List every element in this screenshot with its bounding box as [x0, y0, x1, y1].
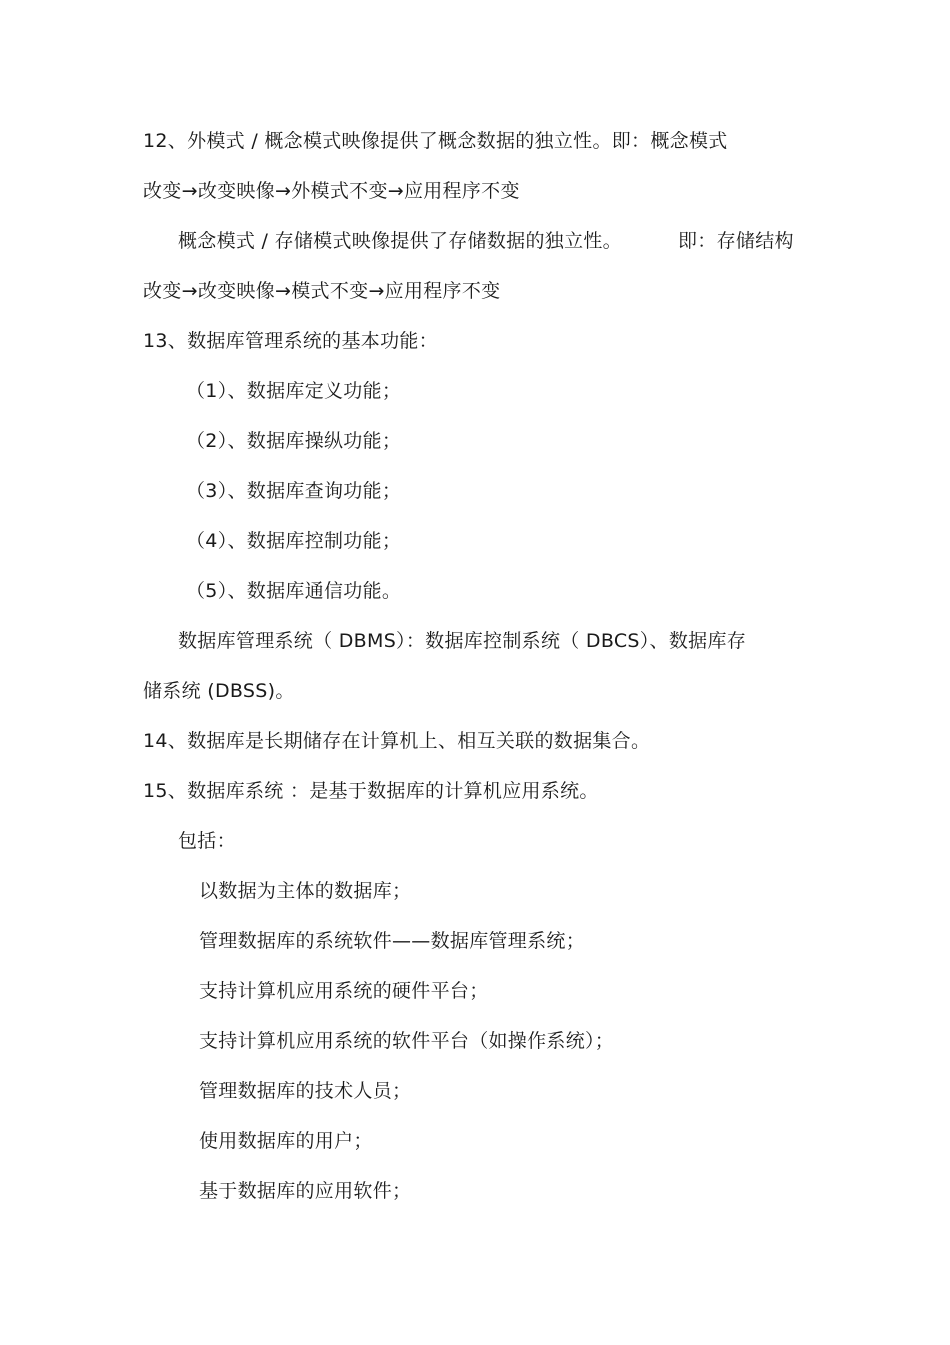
list-item: （3）、数据库查询功能； [186, 480, 402, 502]
list-item: 以数据为主体的数据库； [199, 880, 412, 902]
paragraph-line: 数据库管理系统（ DBMS）：数据库控制系统（ DBCS）、数据库存 [178, 630, 747, 652]
list-item: 支持计算机应用系统的软件平台（如操作系统）； [199, 1030, 615, 1052]
paragraph-line: 12、外模式 / 概念模式映像提供了概念数据的独立性。即：概念模式 [143, 130, 728, 152]
paragraph-line: 储系统 (DBSS)。 [143, 680, 295, 702]
list-item: （1）、数据库定义功能； [186, 380, 402, 402]
list-item: 支持计算机应用系统的硬件平台； [199, 980, 489, 1002]
heading-line: 13、数据库管理系统的基本功能： [143, 330, 438, 352]
heading-line: 14、数据库是长期储存在计算机上、相互关联的数据集合。 [143, 730, 651, 752]
list-item: 基于数据库的应用软件； [199, 1180, 412, 1202]
list-item: （5）、数据库通信功能。 [186, 580, 402, 602]
paragraph-line: 即：存储结构 [678, 230, 794, 252]
list-item: （2）、数据库操纵功能； [186, 430, 402, 452]
heading-line: 15、数据库系统 ：是基于数据库的计算机应用系统。 [143, 780, 599, 802]
list-item: 管理数据库的技术人员； [199, 1080, 412, 1102]
paragraph-line: 改变→改变映像→外模式不变→应用程序不变 [143, 180, 520, 202]
list-item: 使用数据库的用户； [199, 1130, 373, 1152]
list-item: （4）、数据库控制功能； [186, 530, 402, 552]
paragraph-line: 概念模式 / 存储模式映像提供了存储数据的独立性。 [178, 230, 622, 252]
paragraph-line: 包括： [178, 830, 236, 852]
paragraph-line: 改变→改变映像→模式不变→应用程序不变 [143, 280, 501, 302]
list-item: 管理数据库的系统软件——数据库管理系统； [199, 930, 586, 952]
